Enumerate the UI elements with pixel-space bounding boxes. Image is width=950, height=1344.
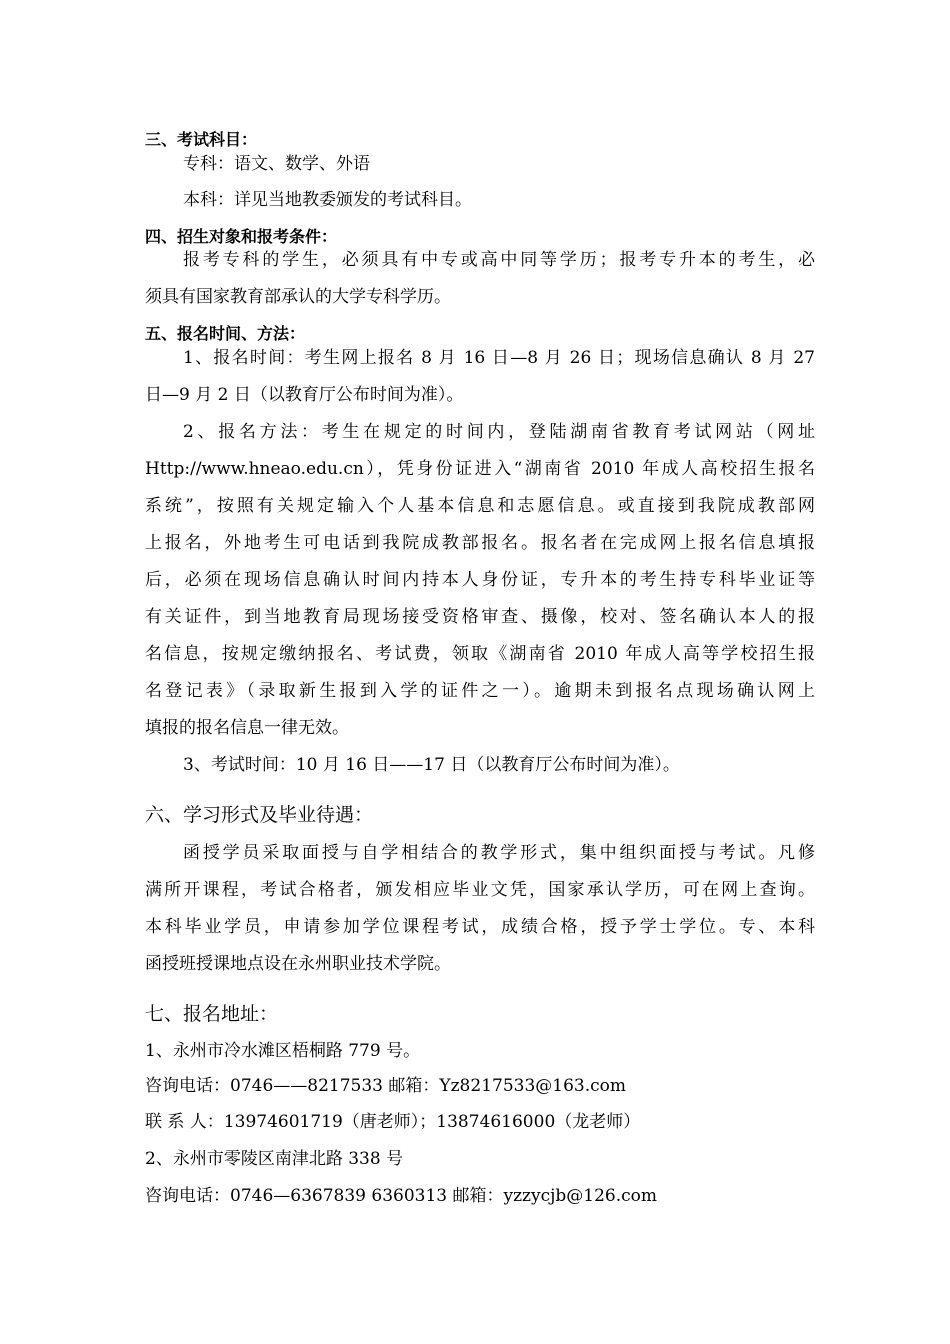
paragraph-line: 函授学员采取面授与自学相结合的教学形式，集中组织面授与考试。凡修: [183, 843, 815, 863]
contact-line: 联 系 人：13974601719（唐老师）；13874616000（龙老师）: [145, 1112, 641, 1132]
address-line: 2、永州市零陵区南津北路 338 号: [145, 1149, 404, 1169]
section-heading-registration: 五、报名时间、方法：: [145, 324, 306, 343]
paragraph-line: 后，必须在现场信息确认时间内持本人身份证，专升本的考生持专科毕业证等: [145, 570, 815, 590]
paragraph-line: 日—9 月 2 日（以教育厅公布时间为准）。: [145, 385, 464, 405]
paragraph-line: 填报的报名信息一律无效。: [145, 718, 349, 738]
paragraph-line: 1、报名时间：考生网上报名 8 月 16 日—8 月 26 日；现场信息确认 8 月 27: [183, 348, 815, 368]
paragraph-line: 报考专科的学生，必须具有中专或高中同等学历；报考专升本的考生，必: [183, 250, 815, 270]
paragraph-line: 本科：详见当地教委颁发的考试科目。: [183, 190, 472, 210]
paragraph-line: 有关证件，到当地教育局现场接受资格审查、摄像，校对、签名确认本人的报: [145, 607, 815, 627]
paragraph-line: 须具有国家教育部承认的大学专科学历。: [145, 287, 451, 307]
section-heading-study-format: 六、学习形式及毕业待遇：: [145, 804, 374, 826]
paragraph-line: 名登记表》（录取新生报到入学的证件之一）。逾期未到报名点现场确认网上: [145, 681, 815, 701]
paragraph-line: 专科：语文、数学、外语: [183, 154, 370, 174]
contact-line: 咨询电话：0746——8217533 邮箱：Yz8217533@163.com: [145, 1076, 626, 1096]
paragraph-line: 3、考试时间：10 月 16 日——17 日（以教育厅公布时间为准）。: [183, 755, 680, 775]
paragraph-line: 本科毕业学员，申请参加学位课程考试，成绩合格，授予学士学位。专、本科: [145, 917, 815, 937]
paragraph-line: 2、报名方法：考生在规定的时间内，登陆湖南省教育考试网站（网址: [183, 422, 815, 442]
contact-line: 咨询电话：0746—6367839 6360313 邮箱：yzzycjb@126.com: [145, 1186, 658, 1206]
section-heading-registration-address: 七、报名地址：: [145, 1003, 279, 1025]
paragraph-line: 满所开课程，考试合格者，颁发相应毕业文凭，国家承认学历，可在网上查询。: [145, 880, 815, 900]
section-heading-exam-subjects: 三、考试科目：: [145, 130, 258, 149]
paragraph-line: 上报名，外地考生可电话到我院成教部报名。报名者在完成网上报名信息填报: [145, 533, 815, 553]
paragraph-line: Http://www.hneao.edu.cn），凭身份证进入“湖南省 2010 年成人高校招生报名: [145, 459, 815, 479]
paragraph-line: 系统”，按照有关规定输入个人基本信息和志愿信息。或直接到我院成教部网: [145, 496, 815, 516]
section-heading-eligibility: 四、招生对象和报考条件：: [145, 227, 338, 246]
address-line: 1、永州市冷水滩区梧桐路 779 号。: [145, 1041, 421, 1061]
paragraph-line: 名信息，按规定缴纳报名、考试费，领取《湖南省 2010 年成人高等学校招生报: [145, 644, 815, 664]
paragraph-line: 函授班授课地点设在永州职业技术学院。: [145, 954, 451, 974]
